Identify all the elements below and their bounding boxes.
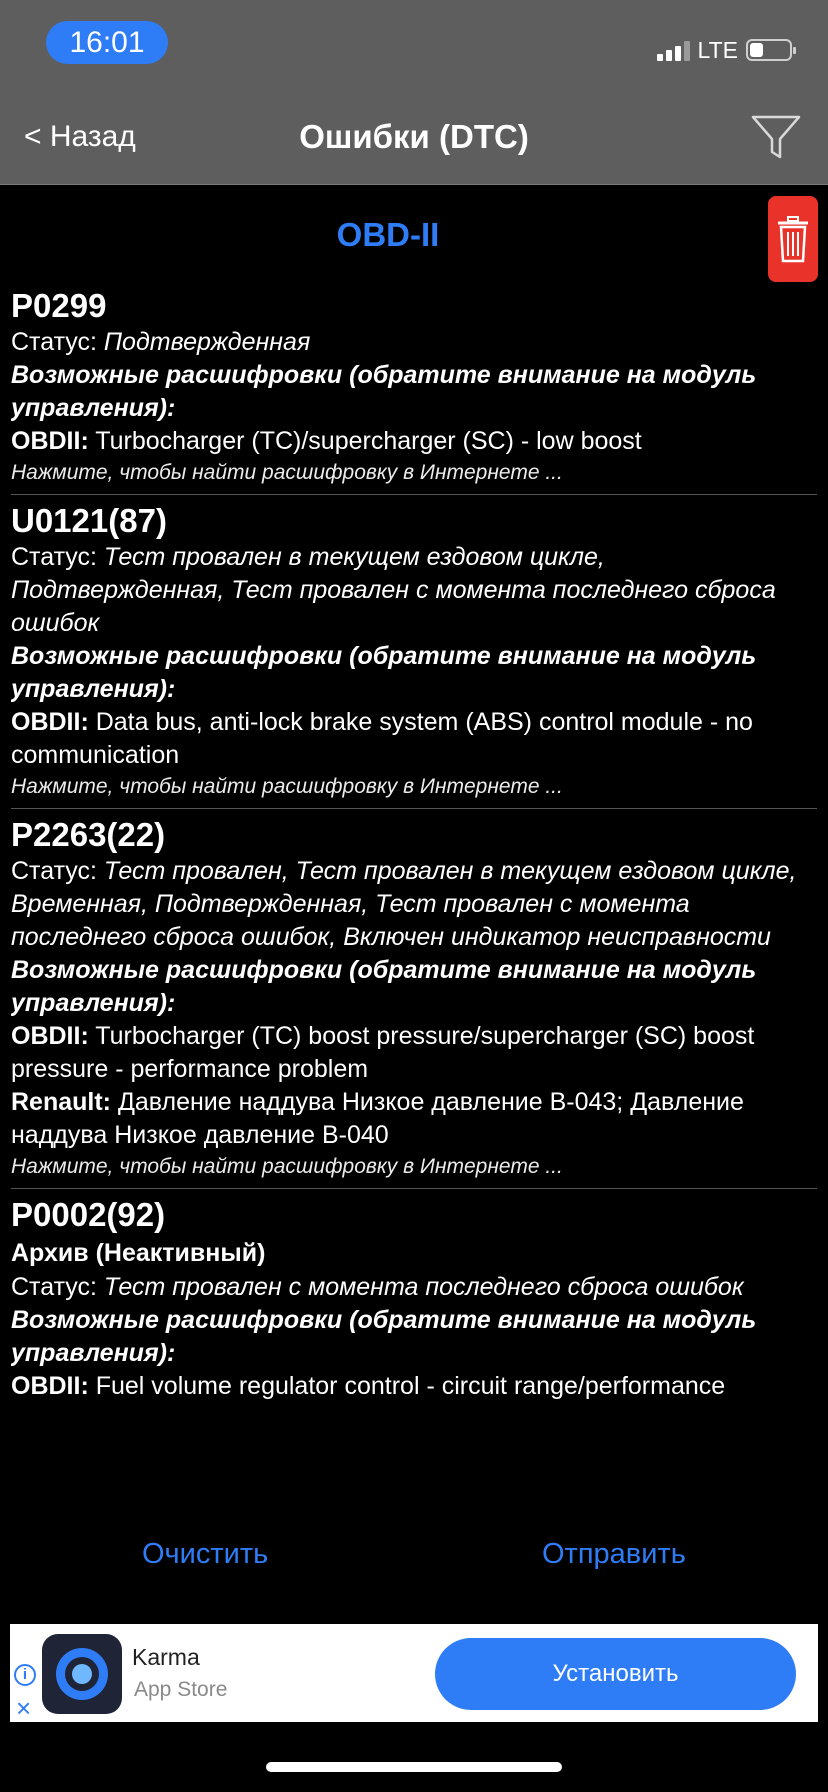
app-logo-icon — [50, 1642, 114, 1706]
signal-icon — [657, 39, 690, 61]
dtc-list[interactable] — [11, 284, 817, 1484]
status-label: Статус: — [11, 543, 104, 571]
ad-info-icon[interactable]: i — [14, 1664, 36, 1686]
search-hint-link[interactable]: Нажмите, чтобы найти расшифровку в Интернете ... — [11, 461, 563, 484]
dtc-status — [11, 326, 817, 359]
renault-decoding — [11, 1086, 817, 1152]
dtc-code: P0299 — [11, 287, 107, 324]
section-title: OBD-II — [336, 216, 440, 253]
delete-button[interactable] — [768, 196, 818, 282]
renault-label: Renault: — [11, 1088, 111, 1116]
status-indicators — [657, 36, 792, 64]
filter-button[interactable] — [750, 112, 802, 164]
obdii-decoding — [11, 1370, 817, 1403]
status-time: 16:01 — [46, 21, 168, 64]
search-hint-link[interactable]: Нажмите, чтобы найти расшифровку в Интернете ... — [11, 1155, 563, 1178]
dtc-code: U0121(87) — [11, 502, 167, 539]
battery-icon — [746, 39, 792, 61]
ad-close-icon[interactable]: × — [16, 1693, 32, 1723]
dtc-status — [11, 1271, 817, 1304]
trash-icon — [776, 215, 810, 263]
obdii-text: Data bus, anti-lock brake system (ABS) control module - no communication — [11, 708, 753, 769]
dtc-code: P2263(22) — [11, 816, 166, 853]
network-type: LTE — [697, 36, 738, 63]
funnel-icon — [750, 112, 802, 164]
dtc-status — [11, 541, 817, 640]
decodings-heading: Возможные расшифровки (обратите внимание на модуль управления): — [11, 956, 757, 1017]
ad-app-name: Karma — [132, 1644, 200, 1670]
dtc-item[interactable] — [11, 286, 817, 495]
obdii-text: Turbocharger (TC)/supercharger (SC) - low boost — [88, 427, 642, 455]
status-label: Статус: — [11, 1273, 104, 1301]
status-label: Статус: — [11, 857, 104, 885]
battery-level — [750, 43, 763, 57]
search-hint-link[interactable]: Нажмите, чтобы найти расшифровку в Интернете ... — [11, 775, 563, 798]
clear-button[interactable]: Очистить — [142, 1538, 269, 1570]
back-button[interactable]: < Назад — [24, 120, 136, 153]
obdii-decoding — [11, 1020, 817, 1086]
status-value: Подтвержденная — [103, 328, 311, 356]
install-button[interactable]: Установить — [435, 1638, 796, 1710]
obdii-label: OBDII: — [11, 1022, 89, 1050]
home-indicator[interactable] — [266, 1762, 562, 1772]
obdii-text: Fuel volume regulator control - circuit range/performance — [88, 1372, 726, 1400]
list-bottom-edge — [0, 1472, 828, 1484]
dtc-item[interactable] — [11, 815, 817, 1189]
obdii-text: Turbocharger (TC) boost pressure/supercharger (SC) boost pressure - performance problem — [11, 1022, 755, 1083]
obdii-decoding — [11, 706, 817, 772]
decodings-heading: Возможные расшифровки (обратите внимание на модуль управления): — [11, 642, 757, 703]
obdii-label: OBDII: — [11, 1372, 89, 1400]
status-value: Тест провален, Тест провален в текущем ездовом цикле, Временная, Подтвержденная, Тест провален с момента последнего сброса ошибок, Включен индикатор неисправности — [11, 857, 797, 951]
dtc-item[interactable] — [11, 1195, 817, 1409]
ad-store-name: App Store — [134, 1678, 228, 1701]
dtc-status — [11, 855, 817, 954]
renault-text: Давление наддува Низкое давление B-043; Давление наддува Низкое давление B-040 — [11, 1088, 744, 1149]
dtc-item[interactable] — [11, 501, 817, 809]
dtc-code: P0002(92) — [11, 1196, 166, 1233]
ad-banner[interactable] — [10, 1624, 818, 1722]
obdii-decoding — [11, 425, 817, 458]
app-icon[interactable] — [42, 1634, 122, 1714]
decodings-heading: Возможные расшифровки (обратите внимание на модуль управления): — [11, 361, 757, 422]
decodings-heading: Возможные расшифровки (обратите внимание на модуль управления): — [11, 1306, 757, 1367]
obdii-label: OBDII: — [11, 708, 89, 736]
status-value: Тест провален с момента последнего сброса ошибок — [103, 1273, 744, 1301]
obdii-label: OBDII: — [11, 427, 89, 455]
status-label: Статус: — [11, 328, 104, 356]
page-title: Ошибки (DTC) — [299, 118, 529, 155]
send-button[interactable]: Отправить — [542, 1538, 686, 1570]
status-value: Тест провален в текущем ездовом цикле, Подтвержденная, Тест провален с момента последнего сброса ошибок — [11, 543, 776, 637]
navigation-bar — [0, 0, 828, 185]
archive-label: Архив (Неактивный) — [11, 1239, 266, 1267]
